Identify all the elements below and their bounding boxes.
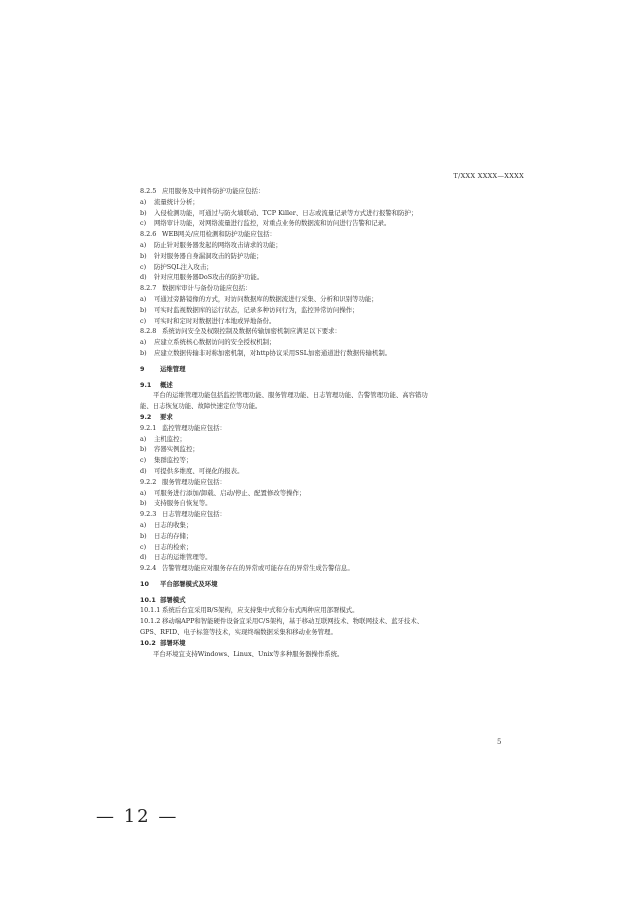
list-marker: d) <box>140 466 147 475</box>
list-marker: a) <box>140 488 147 497</box>
clause-text: 日志管理功能应包括： <box>162 510 226 519</box>
list-marker: b) <box>140 348 147 357</box>
list-item-text: 可通过旁路镜像的方式，对访问数据库的数据流进行采集、分析和识别等功能； <box>154 294 378 303</box>
clause-text: 系统后台宜采用B/S架构，应支持集中式和分布式两种应用部署模式。 <box>162 606 359 615</box>
list-item <box>140 272 520 283</box>
clause-number: 10.1.1 <box>140 606 161 615</box>
paragraph-text: GPS、RFID、电子标签等技术，实现终端数据采集和移动业务管理。 <box>140 628 337 637</box>
list-item-text: 网络审计功能，对网络流量进行监控，对重点业务的数据流和访问进行告警和记录。 <box>154 219 391 228</box>
list-marker: c) <box>140 219 147 228</box>
list-marker: a) <box>140 520 147 529</box>
list-item <box>140 208 520 219</box>
paragraph-text: 平台环境宜支持Windows、Linux、Unix等多种服务器操作系统。 <box>153 649 344 658</box>
clause <box>140 423 520 434</box>
list-item <box>140 455 520 466</box>
section-number: 9.2 <box>140 412 152 421</box>
section-heading <box>140 579 520 590</box>
list-item-text: 可提供多维度、可视化的报表。 <box>154 466 244 475</box>
paragraph <box>140 649 520 660</box>
subsection-heading <box>140 638 520 649</box>
paragraph-text: 能、日志恢复功能、故障快速定位等功能。 <box>140 402 262 411</box>
list-item-text: 日志的检索； <box>154 542 193 551</box>
clause-text: 数据库审计与备份功能应包括： <box>162 284 252 293</box>
list-item-text: 应建立数据传输非对称加密机制，对http协议采用SSL加密通道进行数据传输机制。 <box>154 348 392 357</box>
list-item-text: 主机监控； <box>154 434 186 443</box>
list-item <box>140 305 520 316</box>
list-item <box>140 488 520 499</box>
list-item-text: 入侵检测功能，可通过与防火墙联动、TCP Killer、日志或流量记录等方式进行报警和防护； <box>154 208 418 217</box>
list-item-text: 流量统计分析； <box>154 197 199 206</box>
clause-text: 移动端APP和智能硬件设备宜采用C/S架构，基于移动互联网技术、物联网技术、蓝牙技术、 <box>162 617 424 626</box>
list-item <box>140 552 520 563</box>
paragraph-continuation <box>140 627 520 638</box>
section-number: 10 <box>140 579 149 588</box>
list-item-text: 针对服务器自身漏洞攻击的防护功能； <box>154 251 263 260</box>
list-marker: b) <box>140 499 147 508</box>
clause <box>140 509 520 520</box>
list-marker: a) <box>140 294 147 303</box>
list-item-text: 可服务进行添加/卸载、启动/停止、配置修改等操作； <box>154 488 306 497</box>
list-marker: d) <box>140 553 147 562</box>
list-item-text: 容器实例监控； <box>154 445 199 454</box>
list-item <box>140 520 520 531</box>
list-marker: a) <box>140 240 147 249</box>
clause <box>140 477 520 488</box>
clause-number: 8.2.5 <box>140 187 157 195</box>
clause-text: 系统访问安全及权限控制及数据传输加密机制应满足以下要求： <box>162 327 341 336</box>
section-title: 平台部署模式及环境 <box>160 579 218 588</box>
list-marker: b) <box>140 251 147 260</box>
paragraph-continuation <box>140 401 520 412</box>
list-marker: b) <box>140 531 147 540</box>
clause <box>140 563 520 574</box>
paragraph-text: 平台的运维管理功能包括监控管理功能、服务管理功能、日志管理功能、告警管理功能、高容错功 <box>153 391 428 400</box>
list-item <box>140 316 520 327</box>
list-item <box>140 218 520 229</box>
list-item-text: 可实时监视数据库的运行状态，记录多种访问行为，监控异常访问操作； <box>154 305 359 314</box>
subsection-heading <box>140 412 520 423</box>
list-item-text: 日志的存储； <box>154 531 193 540</box>
section-number: 9.1 <box>140 380 152 389</box>
clause-text: 监控管理功能应包括： <box>162 423 226 432</box>
clause <box>140 605 520 616</box>
clause <box>140 229 520 240</box>
clause-number: 9.2.2 <box>140 477 157 486</box>
clause <box>140 326 520 337</box>
document-body <box>140 186 520 659</box>
list-item <box>140 262 520 273</box>
list-item <box>140 348 520 359</box>
list-item <box>140 498 520 509</box>
list-marker: c) <box>140 542 147 551</box>
subsection-heading <box>140 380 520 391</box>
clause <box>140 186 520 197</box>
list-marker: a) <box>140 338 147 347</box>
section-title: 部署环境 <box>160 638 186 647</box>
page-number: 5 <box>497 738 502 746</box>
list-item <box>140 294 520 305</box>
list-item-text: 应建立系统核心数据访问的安全授权机制； <box>154 338 276 347</box>
footer-page-number: — 12 — <box>96 806 179 827</box>
list-item <box>140 542 520 553</box>
list-item <box>140 197 520 208</box>
clause-number: 9.2.4 <box>140 564 157 573</box>
list-item-text: 可实时和定时对数据进行本地或异地备份。 <box>154 316 276 325</box>
list-item <box>140 337 520 348</box>
list-marker: c) <box>140 262 147 271</box>
list-item <box>140 466 520 477</box>
list-item-text: 防止针对服务器发起的网络攻击请求的功能； <box>154 240 282 249</box>
list-marker: d) <box>140 273 147 282</box>
subsection-heading <box>140 595 520 606</box>
list-marker: b) <box>140 305 147 314</box>
section-title: 要求 <box>160 412 173 421</box>
section-heading <box>140 364 520 375</box>
section-number: 10.1 <box>140 595 156 604</box>
list-marker: b) <box>140 208 147 217</box>
list-marker: c) <box>140 456 147 465</box>
list-item-text: 防护SQL注入攻击； <box>154 262 213 271</box>
clause-text: WEB网关/应用检测和防护功能应包括： <box>162 230 276 239</box>
section-number: 9 <box>140 364 145 373</box>
list-item <box>140 251 520 262</box>
clause-number: 8.2.8 <box>140 327 157 336</box>
clause-number: 10.1.2 <box>140 617 161 626</box>
list-marker: a) <box>140 434 147 443</box>
list-item <box>140 434 520 445</box>
section-number: 10.2 <box>140 638 156 647</box>
clause-number: 8.2.7 <box>140 284 157 293</box>
section-title: 运维管理 <box>160 364 186 373</box>
section-title: 概述 <box>160 380 173 389</box>
clause-number: 9.2.3 <box>140 510 157 519</box>
clause-number: 8.2.6 <box>140 230 157 239</box>
list-item <box>140 240 520 251</box>
list-marker: a) <box>140 197 147 206</box>
clause <box>140 283 520 294</box>
clause-text: 应用服务及中间件防护功能应包括： <box>162 187 265 195</box>
list-item-text: 针对应用服务器DoS攻击的防护功能。 <box>154 273 264 282</box>
list-item-text: 日志的收集； <box>154 520 193 529</box>
clause-text: 告警管理功能应对服务存在的异常或可能存在的异常生成告警信息。 <box>162 564 354 573</box>
paragraph <box>140 390 520 401</box>
document-code-header: T/XXX XXXX—XXXX <box>453 172 524 180</box>
section-title: 部署模式 <box>160 595 186 604</box>
list-item-text: 日志的运维管理等。 <box>154 553 212 562</box>
list-item <box>140 444 520 455</box>
list-item-text: 集群监控等； <box>154 456 193 465</box>
list-item <box>140 531 520 542</box>
list-marker: c) <box>140 316 147 325</box>
clause <box>140 616 520 627</box>
clause-number: 9.2.1 <box>140 423 157 432</box>
list-marker: b) <box>140 445 147 454</box>
clause-text: 服务管理功能应包括： <box>162 477 226 486</box>
list-item-text: 支持服务自恢复等。 <box>154 499 212 508</box>
